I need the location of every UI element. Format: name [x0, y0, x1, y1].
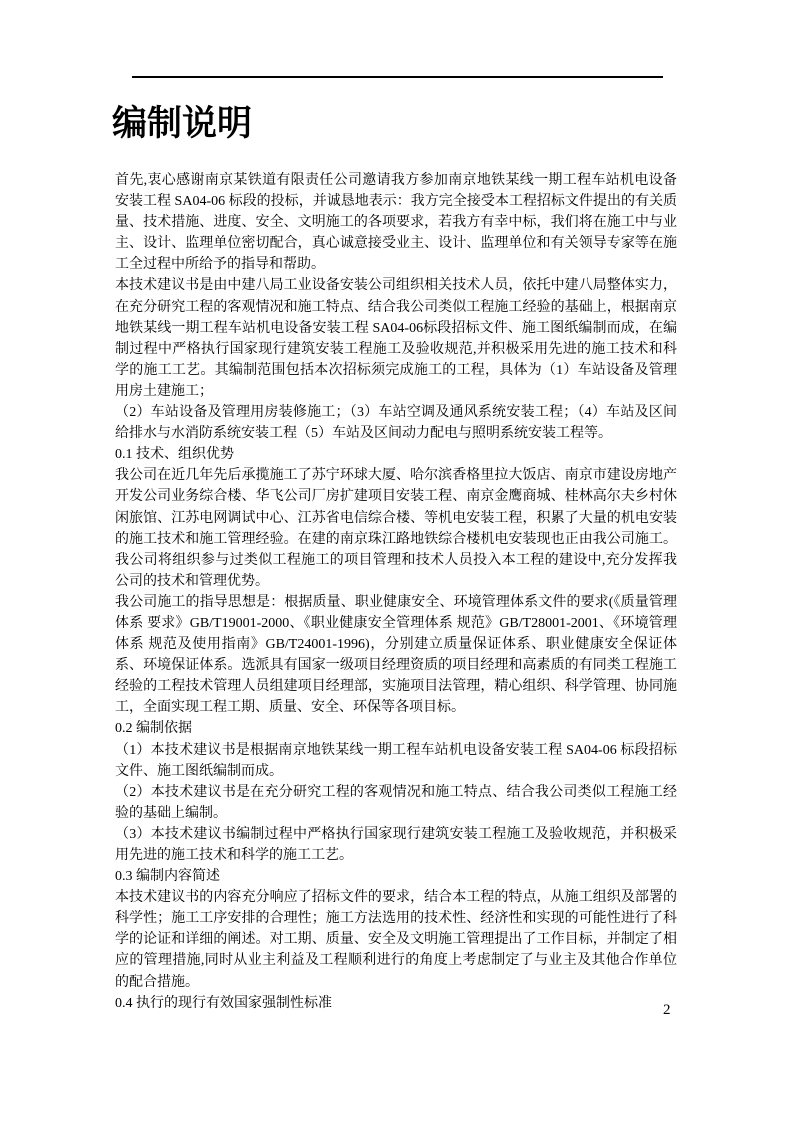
section-heading: 0.1 技术、组织优势	[115, 447, 234, 463]
paragraph: （2）车站设备及管理用房装修施工；（3）车站空调及通风系统安装工程；（4）车站及区间给排水与水消防系统安装工程（5）车站及区间动力配电与照明系统安装工程等。	[115, 405, 677, 442]
paragraph: 本技术建议书是由中建八局工业设备安装公司组织相关技术人员，依托中建八局整体实力，在充分研究工程的客观情况和施工特点、结合我公司类似工程施工经验的基础上，根据南京地铁某线一期工程车站机电设备安装工程 SA04-06标段招标文件、施工图纸编制而成，在编制过程中严格执行国家现行建筑安装工程施工及验收规范,并积极采用先进的施工技术和科学的施工工艺。其编制范围包括本次招标须完成施工的工程，具体为（1）车站设备及管理用房土建施工；	[115, 278, 677, 399]
paragraph: 本技术建议书的内容充分响应了招标文件的要求，结合本工程的特点，从施工组织及部署的科学性；施工工序安排的合理性；施工方法选用的技术性、经济性和实现的可能性进行了科学的论证和详细的阐述。对工期、质量、安全及文明施工管理提出了工作目标，并制定了相应的管理措施,同时从业主利益及工程顺利进行的角度上考虑制定了与业主及其他合作单位的配合措施。	[115, 890, 677, 990]
paragraph: 我公司施工的指导思想是：根据质量、职业健康安全、环境管理体系文件的要求(《质量管理体系 要求》GB/T19001-2000、《职业健康安全管理体系 规范》GB/T28001-2001、《环境管理体系 规范及使用指南》GB/T24001-1996)，分别建立质量保证体系、职业健康安全保证体系、环境保证体系。选派具有国家一级项目经理资质的项目经理和高素质的有同类工程施工经验的工程技术管理人员组建项目经理部，实施项目法管理，精心组织、科学管理、协同施工，全面实现工程工期、质量、安全、环保等各项目标。	[115, 594, 677, 716]
paragraph: （2）本技术建议书是在充分研究工程的客观情况和施工特点、结合我公司类似工程施工经验的基础上编制。	[115, 784, 677, 821]
document-body	[115, 170, 677, 1014]
section-heading: 0.2 编制依据	[115, 721, 192, 737]
paragraph: 首先,衷心感谢南京某铁道有限责任公司邀请我方参加南京地铁某线一期工程车站机电设备安装工程 SA04-06 标段的投标，并诚恳地表示：我方完全接受本工程招标文件提出的有关质量、技术措施、进度、安全、文明施工的各项要求，若我方有幸中标，我们将在施工中与业主、设计、监理单位密切配合，真心诚意接受业主、设计、监理单位和有关领导专家等在施工全过程中所给予的指导和帮助。	[115, 173, 677, 273]
paragraph: （3）本技术建议书编制过程中严格执行国家现行建筑安装工程施工及验收规范，并积极采用先进的施工技术和科学的施工工艺。	[115, 826, 677, 863]
paragraph: 我公司在近几年先后承揽施工了苏宁环球大厦、哈尔滨香格里拉大饭店、南京市建设房地产开发公司业务综合楼、华飞公司厂房扩建项目安装工程、南京金鹰商城、桂林高尔夫乡村休闲旅馆、江苏电网调试中心、江苏省电信综合楼、等机电安装工程，积累了大量的机电安装的施工技术和施工管理经验。在建的南京珠江路地铁综合楼机电安装现也正由我公司施工。我公司将组织参与过类似工程施工的项目管理和技术人员投入本工程的建设中,充分发挥我公司的技术和管理优势。	[115, 468, 677, 589]
paragraph: （1）本技术建议书是根据南京地铁某线一期工程车站机电设备安装工程 SA04-06 标段招标文件、施工图纸编制而成。	[115, 742, 677, 779]
section-heading: 0.3 编制内容简述	[115, 869, 220, 885]
document-title: 编制说明	[112, 104, 253, 143]
section-heading: 0.4 执行的现行有效国家强制性标准	[115, 995, 332, 1011]
page-number: 2	[663, 1002, 671, 1018]
header-divider	[132, 76, 663, 78]
